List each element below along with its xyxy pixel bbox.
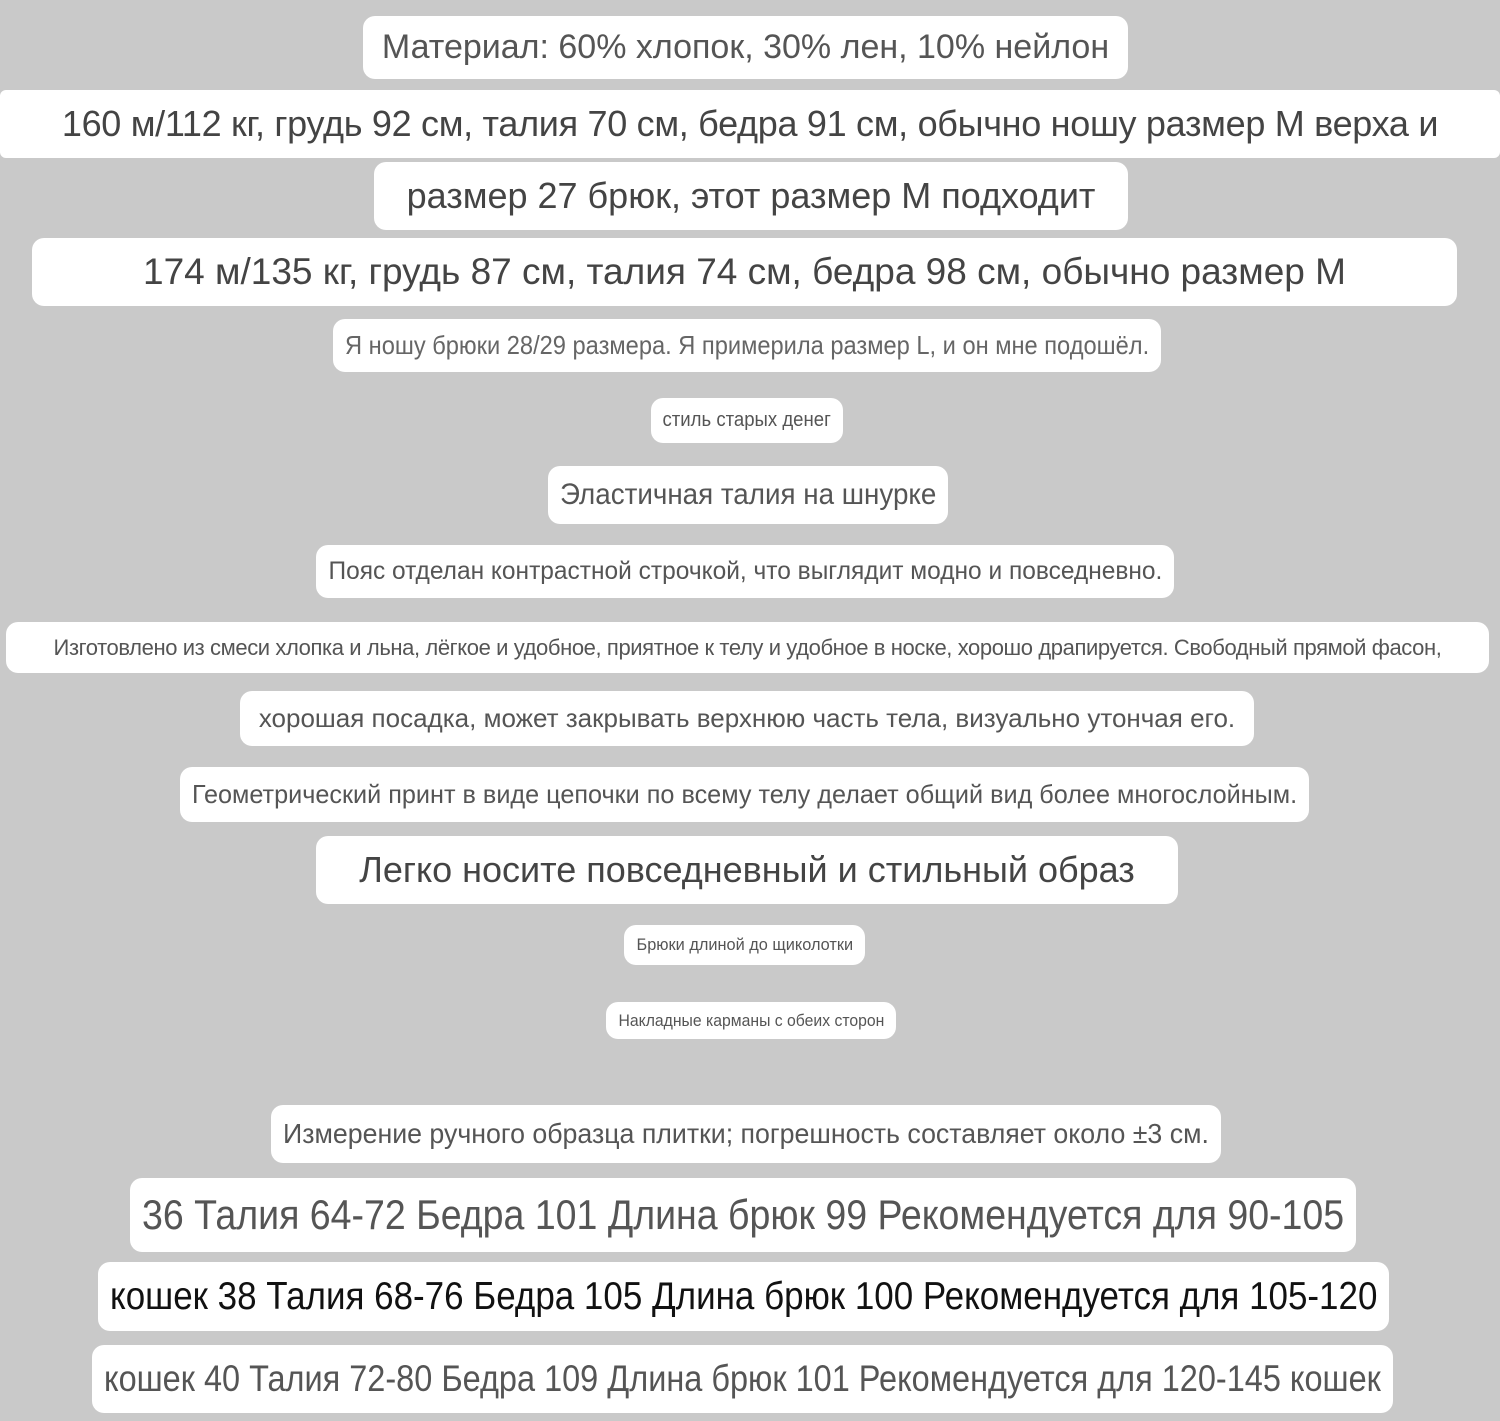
waistband-text: Пояс отделан контрастной строчкой, что выглядит модно и повседневно.: [328, 557, 1162, 585]
style-tag: [651, 398, 843, 443]
size-row-38: [98, 1262, 1389, 1331]
print-description: [180, 767, 1309, 822]
pockets-tag: [606, 1002, 896, 1039]
size-row-36: [130, 1178, 1356, 1252]
material-composition: [363, 16, 1128, 79]
size-40-text: кошек 40 Талия 72-80 Бедра 109 Длина брюк 101 Рекомендуется для 120-145 кошек: [104, 1358, 1381, 1399]
waistband-feature: [316, 545, 1174, 598]
style-tag-text: стиль старых денег: [662, 409, 832, 431]
material-text: Материал: 60% хлопок, 30% лен, 10% нейлон: [381, 28, 1110, 66]
ankle-length-text: Брюки длиной до щиколотки: [636, 935, 853, 954]
ankle-length-tag: [624, 925, 865, 965]
model-1-text-2: размер 27 брюк, этот размер M подходит: [406, 175, 1096, 216]
fit-text: хорошая посадка, может закрывать верхнюю часть тела, визуально утончая его.: [258, 703, 1236, 733]
casual-look-tagline: [316, 836, 1178, 904]
fit-note-text: Я ношу брюки 28/29 размера. Я примерила размер L, и он мне подошёл.: [344, 330, 1150, 360]
tagline-text: Легко носите повседневный и стильный образ: [359, 849, 1135, 890]
elastic-waist-text: Эластичная талия на шнурке: [559, 478, 937, 511]
model-1-measurements-line-1: [0, 90, 1500, 158]
size-row-40: [92, 1345, 1393, 1413]
fabric-text: Изготовлено из смеси хлопка и льна, лёгкое и удобное, приятное к телу и удобное в носке, хорошо драпируется. Свободный прямой фасон,: [53, 634, 1442, 660]
measurement-disclaimer: [271, 1105, 1221, 1163]
fit-description: [240, 691, 1254, 746]
print-text: Геометрический принт в виде цепочки по всему телу делает общий вид более многослойным.: [191, 779, 1298, 809]
disclaimer-text: Измерение ручного образца плитки; погрешность составляет около ±3 см.: [283, 1118, 1209, 1149]
size-36-text: 36 Талия 64-72 Бедра 101 Длина брюк 99 Рекомендуется для 90-105: [141, 1191, 1345, 1238]
fabric-description: [6, 622, 1489, 673]
model-1-text-1: 160 м/112 кг, грудь 92 см, талия 70 см, бедра 91 см, обычно ношу размер M верха и: [61, 103, 1439, 144]
size-38-text: кошек 38 Талия 68-76 Бедра 105 Длина брюк 100 Рекомендуется для 105-120: [109, 1274, 1378, 1318]
model-1-measurements-line-2: [374, 162, 1128, 230]
pockets-text: Накладные карманы с обеих сторон: [618, 1010, 884, 1030]
elastic-waist-feature: [548, 466, 948, 524]
model-2-text: 174 м/135 кг, грудь 87 см, талия 74 см, бедра 98 см, обычно размер M: [143, 251, 1346, 292]
model-2-measurements: [32, 238, 1457, 306]
model-2-fit-note: [333, 319, 1161, 372]
